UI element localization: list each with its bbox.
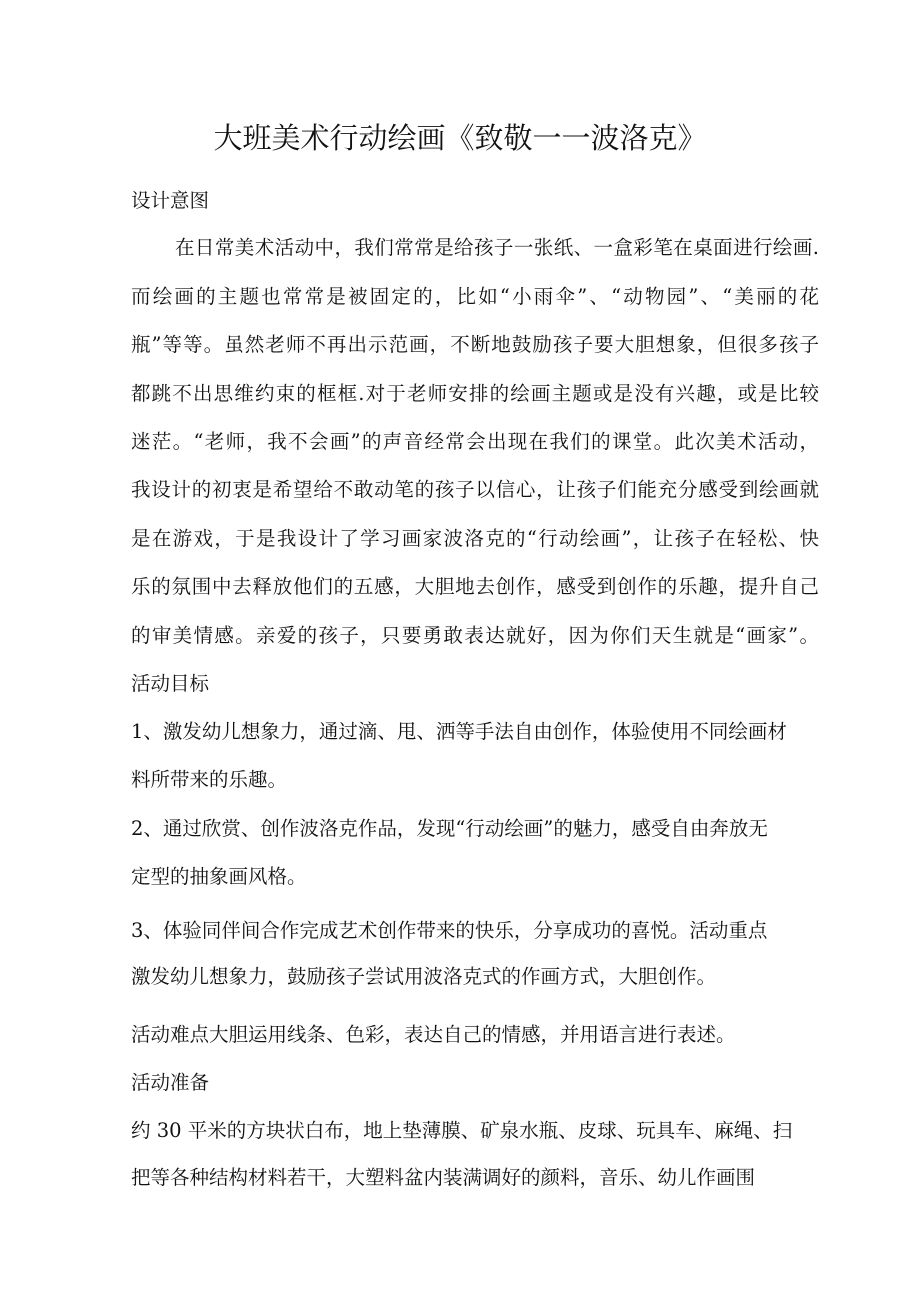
design-intent-line-5: 迷茫。“老师，我不会画”的声音经常会出现在我们的课堂。此次美术活动， [131,430,819,453]
goal-2-line-1: 2、通过欣赏、创作波洛克作品，发现“行动绘画”的魅力，感受自由奔放无 [131,817,768,840]
document-title: 大班美术行动绘画《致敬一一波洛克》 [213,121,707,155]
design-intent-line-3: 瓶”等等。虽然老师不再出示范画，不断地鼓励孩子要大胆想象，但很多孩子 [131,333,819,356]
design-intent-line-9: 的审美情感。亲爱的孩子，只要勇敢表达就好，因为你们天生就是“画家”。 [131,624,819,647]
design-intent-heading: 设计意图 [131,189,210,212]
prep-line-1: 约 30 平米的方块状白布，地上垫薄膜、矿泉水瓶、皮球、玩具车、麻绳、扫 [131,1119,793,1142]
design-intent-line-7: 是在游戏，于是我设计了学习画家波洛克的“行动绘画”，让孩子在轻松、快 [131,527,819,550]
difficulty-line: 活动难点大胆运用线条、色彩，表达自己的情感，并用语言进行表述。 [131,1023,736,1046]
goal-1-line-2: 料所带来的乐趣。 [131,768,288,791]
goal-2-line-2: 定型的抽象画风格。 [131,865,307,888]
goal-3-line: 3、体验同伴间合作完成艺术创作带来的快乐，分享成功的喜悦。活动重点 [131,919,768,942]
design-intent-line-6: 我设计的初衷是希望给不敢动笔的孩子以信心，让孩子们能充分感受到绘画就 [131,478,819,501]
design-intent-line-1: 在日常美术活动中，我们常常是给孩子一张纸、一盒彩笔在桌面进行绘画. [175,236,819,259]
design-intent-line-4: 都跳不出思维约束的框框.对于老师安排的绘画主题或是没有兴趣，或是比较 [131,382,819,405]
design-intent-line-8: 乐的氛围中去释放他们的五感，大胆地去创作，感受到创作的乐趣，提升自己 [131,575,819,598]
activity-prep-heading: 活动准备 [131,1071,210,1094]
key-point-line: 激发幼儿想象力，鼓励孩子尝试用波洛克式的作画方式，大胆创作。 [131,965,717,988]
prep-line-2: 把等各种结构材料若干，大塑料盆内装满调好的颜料，音乐、幼儿作画围 [131,1166,756,1189]
goal-1-line-1: 1、激发幼儿想象力，通过滴、甩、洒等手法自由创作，体验使用不同绘画材 [131,720,787,743]
activity-goals-heading: 活动目标 [131,672,210,695]
design-intent-line-2: 而绘画的主题也常常是被固定的，比如“小雨伞”、“动物园”、“美丽的花 [131,285,819,308]
